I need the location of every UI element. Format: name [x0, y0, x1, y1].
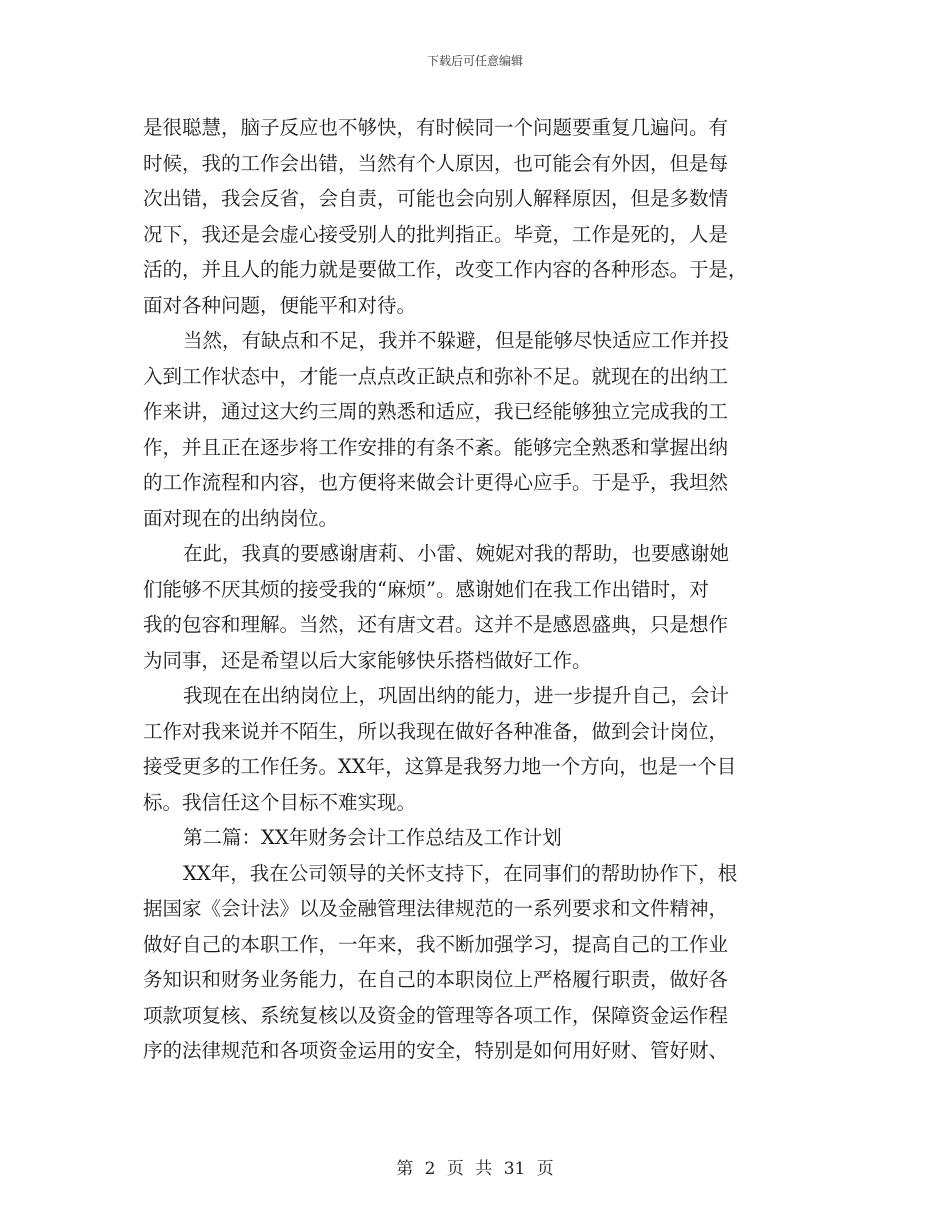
paragraph-first-line: 我现在在出纳岗位上，巩固出纳的能力，进一步提升自己，会计 [183, 684, 730, 707]
text-line: 为同事，还是希望以后大家能够快乐搭档做好工作。 [143, 648, 592, 672]
text-line: 次出错，我会反省，会自责，可能也会向别人解释原因，但是多数情 [143, 187, 729, 210]
text-line: 面对现在的出纳岗位。 [143, 506, 339, 530]
page-footer: 第 2 页 共 31 页 [396, 1159, 554, 1179]
text-line: 工作对我来说并不陌生，所以我现在做好各种准备，做到会计岗位， [143, 719, 729, 743]
paragraph-first-line: 在此，我真的要感谢唐莉、小雷、婉妮对我的帮助，也要感谢她 [183, 542, 730, 565]
text-line: 们能够不厌其烦的接受我的“麻烦”。感谢她们在我工作出错时，对 [143, 577, 709, 601]
text-line: 活的，并且人的能力就是要做工作，改变工作内容的各种形态。于是， [143, 258, 748, 281]
text-line: 做好自己的本职工作，一年来，我不断加强学习，提高自己的工作业 [143, 932, 729, 956]
text-line: 作来讲，通过这大约三周的熟悉和适应，我已经能够独立完成我的工 [143, 400, 729, 423]
page-header: 下载后可任意编辑 [426, 54, 523, 68]
paragraph-first-line: XX年，我在公司领导的关怀支持下，在同事们的帮助协作下，根 [183, 861, 738, 885]
text-line: 入到工作状态中，才能一点点改正缺点和弥补不足。就现在的出纳工 [143, 364, 729, 388]
text-line: 据国家《会计法》以及金融管理法律规范的一系列要求和文件精神， [143, 897, 729, 920]
text-line: 作，并且正在逐步将工作安排的有条不紊。能够完全熟悉和掌握出纳 [143, 435, 729, 459]
text-line: 接受更多的工作任务。XX年，这算是我努力地一个方向，也是一个目 [143, 755, 737, 778]
text-line: 面对各种问题，便能平和对待。 [143, 293, 417, 317]
section-heading: 第二篇：XX年财务会计工作总结及工作计划 [183, 826, 562, 849]
text-line: 标。我信任这个目标不难实现。 [143, 790, 417, 814]
text-line: 务知识和财务业务能力，在自己的本职岗位上严格履行职责，做好各 [143, 968, 729, 991]
text-line: 是很聪慧，脑子反应也不够快，有时候同一个问题要重复几遍问。有 [143, 116, 729, 139]
text-line: 我的包容和理解。当然，还有唐文君。这并不是感恩盛典，只是想作 [143, 613, 729, 636]
text-line: 项款项复核、系统复核以及资金的管理等各项工作，保障资金运作程 [143, 1003, 729, 1027]
paragraph-first-line: 当然，有缺点和不足，我并不躲避，但是能够尽快适应工作并投 [183, 329, 730, 352]
text-line: 序的法律规范和各项资金运用的安全，特别是如何用好财、管好财、 [143, 1039, 729, 1062]
document-body [143, 110, 805, 1069]
text-line: 况下，我还是会虚心接受别人的批判指正。毕竟，工作是死的，人是 [143, 222, 729, 246]
text-line: 时候，我的工作会出错，当然有个人原因，也可能会有外因，但是每 [143, 151, 729, 175]
text-line: 的工作流程和内容，也方便将来做会计更得心应手。于是乎，我坦然 [143, 471, 729, 494]
